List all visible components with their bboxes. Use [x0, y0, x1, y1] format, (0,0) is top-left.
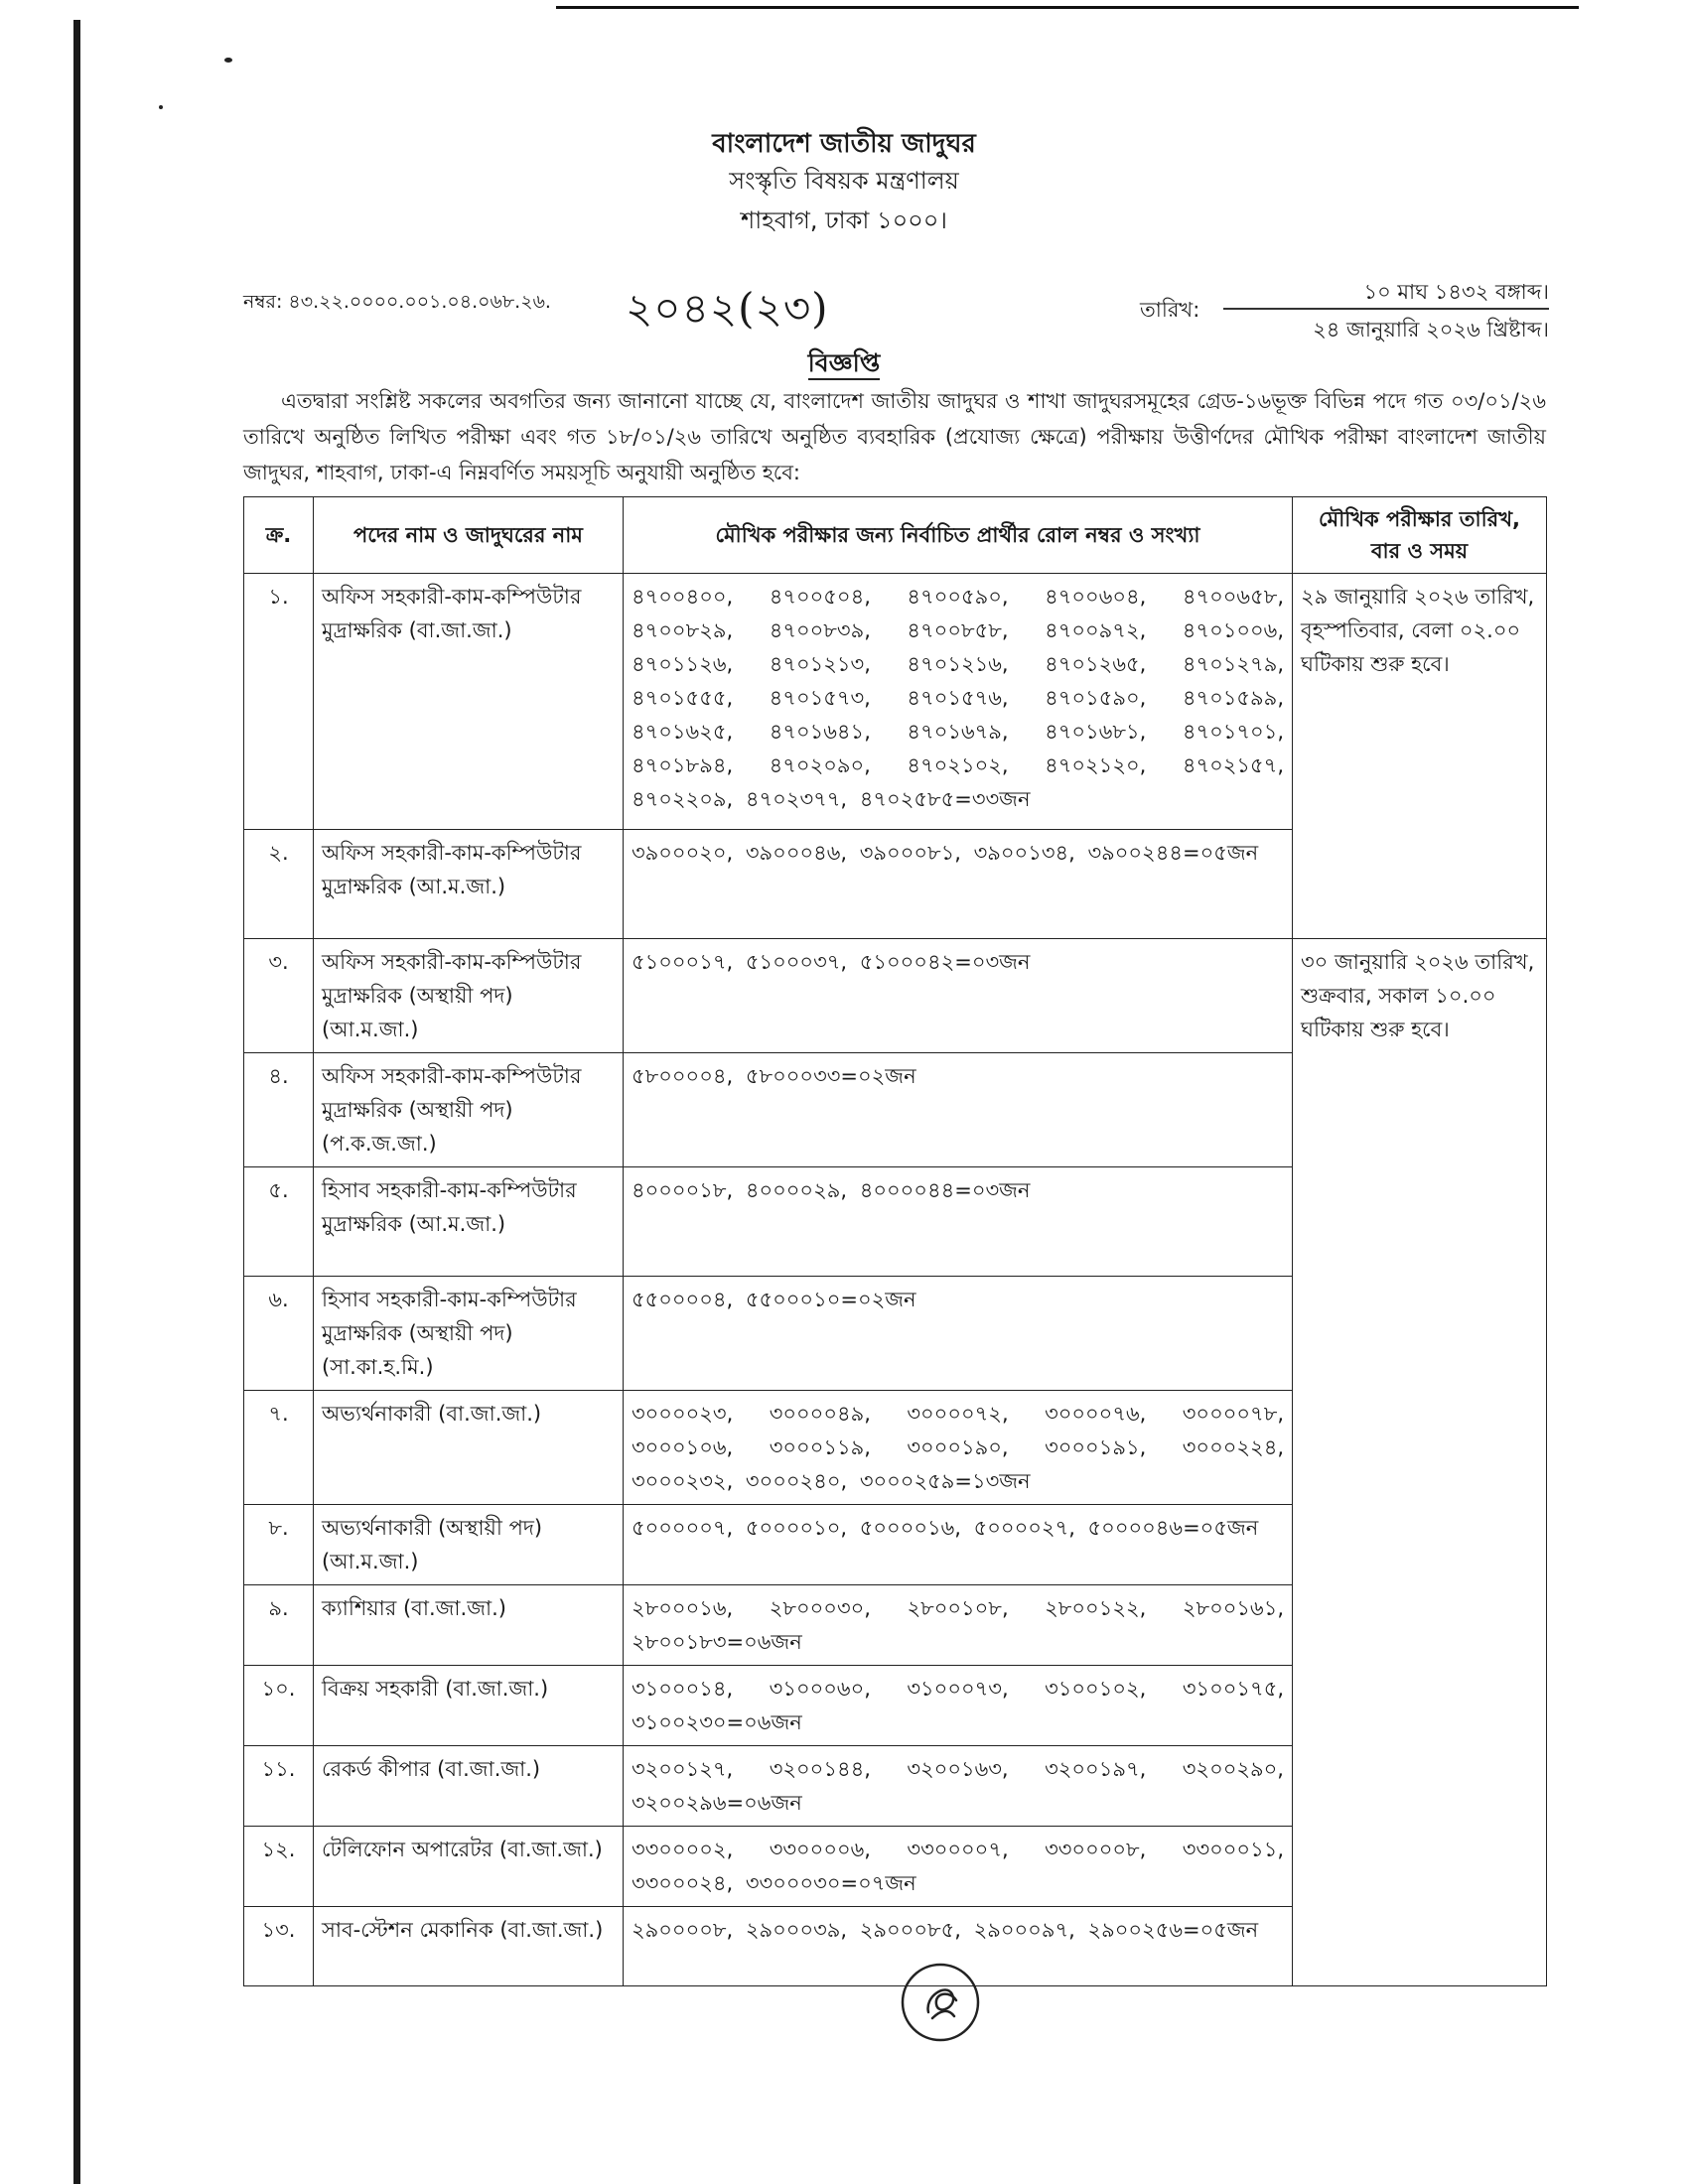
row-serial: ৯. [244, 1585, 314, 1666]
memo-number: নম্বর: ৪৩.২২.০০০০.০০১.০৪.০৬৮.২৬. [243, 291, 551, 313]
row-serial: ৩. [244, 939, 314, 1053]
header-schedule: মৌখিক পরীক্ষার তারিখ, বার ও সময় [1293, 497, 1547, 574]
row-post: হিসাব সহকারী-কাম-কম্পিউটার মুদ্রাক্ষরিক (আ.ম.জা.) [314, 1167, 624, 1277]
row-rolls: ৫০০০০০৭, ৫০০০০১০, ৫০০০০১৬, ৫০০০০২৭, ৫০০০০৪৬=০৫জন [624, 1505, 1293, 1585]
row-post: অফিস সহকারী-কাম-কম্পিউটার মুদ্রাক্ষরিক (আ.ম.জা.) [314, 830, 624, 939]
schedule-table [243, 496, 1547, 1986]
memo-handwritten-number: ২০৪২(২৩) [626, 284, 829, 333]
row-post: অভ্যর্থনাকারী (বা.জা.জা.) [314, 1391, 624, 1505]
row-post: হিসাব সহকারী-কাম-কম্পিউটার মুদ্রাক্ষরিক (অস্থায়ী পদ) (সা.কা.হ.মি.) [314, 1277, 624, 1391]
date-gregorian: ২৪ জানুয়ারি ২০২৬ খ্রিষ্টাব্দ। [1313, 318, 1549, 341]
date-bangla: ১০ মাঘ ১৪৩২ বঙ্গাব্দ। [1363, 280, 1549, 304]
date-divider [1223, 308, 1549, 310]
header-post: পদের নাম ও জাদুঘরের নাম [314, 497, 624, 574]
schedule-cell: ২৯ জানুয়ারি ২০২৬ তারিখ, বৃহস্পতিবার, বেলা ০২.০০ ঘটিকায় শুরু হবে। [1293, 574, 1547, 939]
row-post: অফিস সহকারী-কাম-কম্পিউটার মুদ্রাক্ষরিক (অস্থায়ী পদ) (প.ক.জ.জা.) [314, 1053, 624, 1167]
row-rolls: ৩১০০০১৪, ৩১০০০৬০, ৩১০০০৭৩, ৩১০০১০২, ৩১০০১৭৫, ৩১০০২৩০=০৬জন [624, 1666, 1293, 1746]
row-serial: ১. [244, 574, 314, 830]
row-post: অফিস সহকারী-কাম-কম্পিউটার মুদ্রাক্ষরিক (অস্থায়ী পদ) (আ.ম.জা.) [314, 939, 624, 1053]
row-rolls: ৫১০০০১৭, ৫১০০০৩৭, ৫১০০০৪২=০৩জন [624, 939, 1293, 1053]
row-serial: ১২. [244, 1827, 314, 1907]
row-rolls: ৩৯০০০২০, ৩৯০০০৪৬, ৩৯০০০৮১, ৩৯০০১৩৪, ৩৯০০২৪৪=০৫জন [624, 830, 1293, 939]
scan-edge-top [556, 6, 1579, 9]
row-serial: ২. [244, 830, 314, 939]
scan-speck [159, 105, 163, 109]
row-post: অভ্যর্থনাকারী (অস্থায়ী পদ) (আ.ম.জা.) [314, 1505, 624, 1585]
row-rolls: ৩০০০০২৩, ৩০০০০৪৯, ৩০০০০৭২, ৩০০০০৭৬, ৩০০০০৭৮, ৩০০০১০৬, ৩০০০১১৯, ৩০০০১৯০, ৩০০০১৯১, ৩০০০২২৪, ৩০০০২৩২, ৩০০০২৪০, ৩০০০২৫৯=১৩জন [624, 1391, 1293, 1505]
header-rolls: মৌখিক পরীক্ষার জন্য নির্বাচিত প্রার্থীর রোল নম্বর ও সংখ্যা [624, 497, 1293, 574]
ministry-name: সংস্কৃতি বিষয়ক মন্ত্রণালয় [729, 167, 959, 195]
row-rolls: ৫৮০০০০৪, ৫৮০০০৩৩=০২জন [624, 1053, 1293, 1167]
row-serial: ১০. [244, 1666, 314, 1746]
row-serial: ৭. [244, 1391, 314, 1505]
table-row [244, 574, 1547, 830]
row-serial: ৪. [244, 1053, 314, 1167]
org-name: বাংলাদেশ জাতীয় জাদুঘর [712, 129, 976, 159]
row-post: বিক্রয় সহকারী (বা.জা.জা.) [314, 1666, 624, 1746]
org-address: শাহবাগ, ঢাকা ১০০০। [741, 206, 947, 234]
schedule-cell: ৩০ জানুয়ারি ২০২৬ তারিখ, শুক্রবার, সকাল ১০.০০ ঘটিকায় শুরু হবে। [1293, 939, 1547, 1986]
row-rolls: ৪০০০০১৮, ৪০০০০২৯, ৪০০০০৪৪=০৩জন [624, 1167, 1293, 1277]
row-rolls: ৩৩০০০০২, ৩৩০০০০৬, ৩৩০০০০৭, ৩৩০০০০৮, ৩৩০০০১১, ৩৩০০০২৪, ৩৩০০০৩০=০৭জন [624, 1827, 1293, 1907]
row-post: ক্যাশিয়ার (বা.জা.জা.) [314, 1585, 624, 1666]
row-serial: ৮. [244, 1505, 314, 1585]
row-post: রেকর্ড কীপার (বা.জা.জা.) [314, 1746, 624, 1827]
row-serial: ৫. [244, 1167, 314, 1277]
row-rolls: ৫৫০০০০৪, ৫৫০০০১০=০২জন [624, 1277, 1293, 1391]
table-header-row [244, 497, 1547, 574]
notice-title: বিজ্ঞপ্তি [0, 343, 1688, 386]
row-post: টেলিফোন অপারেটর (বা.জা.জা.) [314, 1827, 624, 1907]
row-serial: ১৩. [244, 1907, 314, 1986]
row-rolls: ৪৭০০৪০০, ৪৭০০৫০৪, ৪৭০০৫৯০, ৪৭০০৬০৪, ৪৭০০৬৫৮, ৪৭০০৮২৯, ৪৭০০৮৩৯, ৪৭০০৮৫৮, ৪৭০০৯৭২, ৪৭০১০০৬, ৪৭০১১২৬, ৪৭০১২১৩, ৪৭০১২১৬, ৪৭০১২৬৫, ৪৭০১২৭৯, ৪৭০১৫৫৫, ৪৭০১৫৭৩, ৪৭০১৫৭৬, ৪৭০১৫৯০, ৪৭০১৫৯৯, ৪৭০১৬২৫, ৪৭০১৬৪১, ৪৭০১৬৭৯, ৪৭০১৬৮১, ৪৭০১৭০১, ৪৭০১৮৯৪, ৪৭০২০৯০, ৪৭০২১০২, ৪৭০২১২০, ৪৭০২১৫৭, ৪৭০২২০৯, ৪৭০২৩৭৭, ৪৭০২৫৮৫=৩৩জন [624, 574, 1293, 830]
scan-speck [224, 58, 232, 63]
row-serial: ৬. [244, 1277, 314, 1391]
table-row [244, 939, 1547, 1053]
row-rolls: ২৮০০০১৬, ২৮০০০৩০, ২৮০০১০৮, ২৮০০১২২, ২৮০০১৬১, ২৮০০১৮৩=০৬জন [624, 1585, 1293, 1666]
date-label: তারিখ: [1140, 298, 1200, 322]
row-post: সাব-স্টেশন মেকানিক (বা.জা.জা.) [314, 1907, 624, 1986]
row-serial: ১১. [244, 1746, 314, 1827]
row-rolls: ৩২০০১২৭, ৩২০০১৪৪, ৩২০০১৬৩, ৩২০০১৯৭, ৩২০০২৯০, ৩২০০২৯৬=০৬জন [624, 1746, 1293, 1827]
row-post: অফিস সহকারী-কাম-কম্পিউটার মুদ্রাক্ষরিক (বা.জা.জা.) [314, 574, 624, 830]
row-rolls: ২৯০০০০৮, ২৯০০০৩৯, ২৯০০০৮৫, ২৯০০০৯৭, ২৯০০২৫৬=০৫জন [624, 1907, 1293, 1986]
notice-body: এতদ্বারা সংশ্লিষ্ট সকলের অবগতির জন্য জানানো যাচ্ছে যে, বাংলাদেশ জাতীয় জাদুঘর ও শাখা জাদুঘরসমূহের গ্রেড-১৬ভূক্ত বিভিন্ন পদে গত ০৩/০১/২৬ তারিখে অনুষ্ঠিত লিখিত পরীক্ষা এবং গত ১৮/০১/২৬ তারিখে অনুষ্ঠিত ব্যবহারিক (প্রযোজ্য ক্ষেত্রে) পরীক্ষায় উত্তীর্ণদের মৌখিক পরীক্ষা বাংলাদেশ জাতীয় জাদুঘর, শাহবাগ, ঢাকা-এ নিম্নবর্ণিত সময়সূচি অনুযায়ী অনুষ্ঠিত হবে: [243, 389, 1546, 484]
signature-mark [899, 1961, 982, 2044]
header-serial: ক্র. [244, 497, 314, 574]
